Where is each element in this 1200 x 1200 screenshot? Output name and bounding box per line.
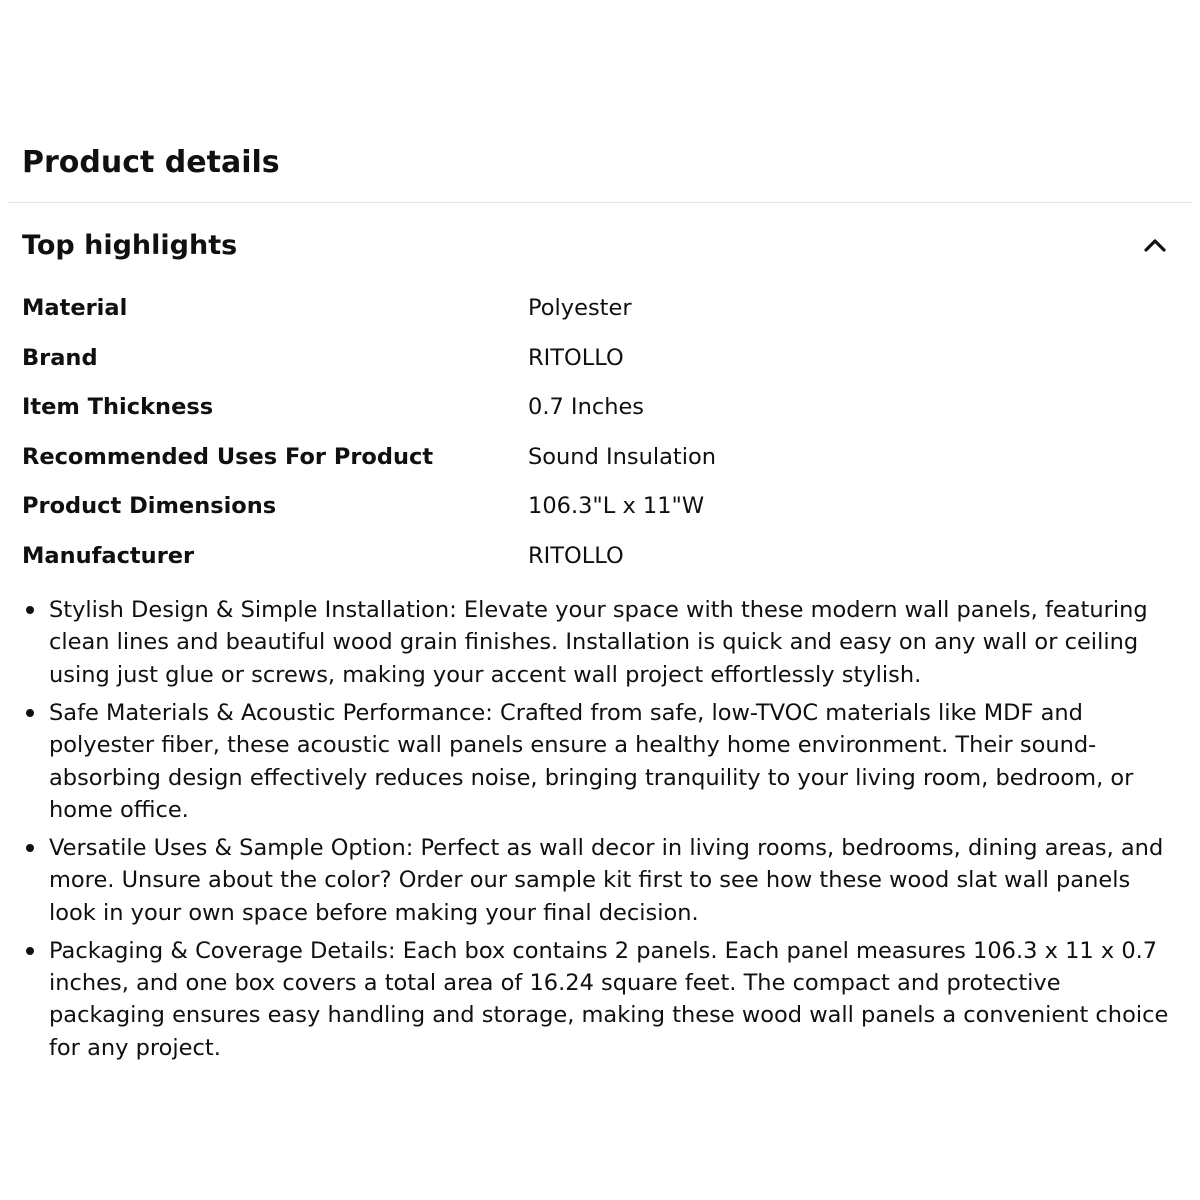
feature-bullet-list bbox=[22, 594, 1182, 1070]
spec-row-manufacturer bbox=[22, 536, 1172, 586]
page-title: Product details bbox=[22, 145, 280, 180]
section-divider bbox=[8, 202, 1192, 203]
feature-bullet bbox=[22, 594, 1182, 691]
feature-bullet-text: Safe Materials & Acoustic Performance: Crafted from safe, low-TVOC materials like MDF and polyester fiber, these acoustic wall panels ensure a healthy home environment. Their sound-absorbing design effectively reduces noise, bringing tranquility to your living room, bedroom, or home office. bbox=[49, 699, 1134, 823]
spec-label: Product Dimensions bbox=[22, 493, 277, 520]
bullet-dot-icon bbox=[26, 947, 34, 955]
spec-row-recommended-uses bbox=[22, 437, 1172, 487]
chevron-up-icon[interactable] bbox=[1140, 230, 1170, 260]
section-title: Top highlights bbox=[22, 230, 238, 261]
bullet-dot-icon bbox=[26, 844, 34, 852]
spec-value: RITOLLO bbox=[528, 344, 624, 371]
spec-label: Material bbox=[22, 295, 128, 321]
highlights-table bbox=[22, 288, 1172, 586]
spec-value: Sound Insulation bbox=[528, 443, 717, 470]
top-highlights-toggle[interactable] bbox=[22, 226, 1182, 266]
feature-bullet bbox=[22, 697, 1182, 827]
spec-value: Polyester bbox=[528, 295, 632, 321]
feature-bullet-text: Versatile Uses & Sample Option: Perfect as wall decor in living rooms, bedrooms, dining areas, and more. Unsure about the color? Order our sample kit first to see how these wood slat wall panels look in your own space before making your final decision. bbox=[49, 834, 1164, 926]
spec-row-material bbox=[22, 288, 1172, 338]
bullet-dot-icon bbox=[26, 606, 34, 614]
spec-label: Recommended Uses For Product bbox=[22, 443, 434, 470]
spec-value: 106.3"L x 11"W bbox=[528, 493, 705, 520]
spec-label: Manufacturer bbox=[22, 542, 195, 569]
feature-bullet bbox=[22, 832, 1182, 929]
spec-row-item-thickness bbox=[22, 387, 1172, 437]
feature-bullet-text: Stylish Design & Simple Installation: Elevate your space with these modern wall panels, featuring clean lines and beautiful wood grain finishes. Installation is quick and easy on any wall or ceiling using just glue or screws, making your accent wall project effortlessly stylish. bbox=[49, 597, 1148, 688]
feature-bullet-text: Packaging & Coverage Details: Each box contains 2 panels. Each panel measures 106.3 x 11 x 0.7 inches, and one box covers a total area of 16.24 square feet. The compact and protective packaging ensures easy handling and storage, making these wood wall panels a convenient choice for any project. bbox=[49, 937, 1169, 1061]
spec-row-brand bbox=[22, 338, 1172, 388]
spec-value: 0.7 Inches bbox=[528, 394, 645, 421]
spec-row-product-dimensions bbox=[22, 486, 1172, 536]
bullet-dot-icon bbox=[26, 709, 34, 717]
spec-label: Brand bbox=[22, 344, 98, 371]
spec-label: Item Thickness bbox=[22, 394, 214, 421]
feature-bullet bbox=[22, 935, 1182, 1065]
spec-value: RITOLLO bbox=[528, 542, 624, 569]
